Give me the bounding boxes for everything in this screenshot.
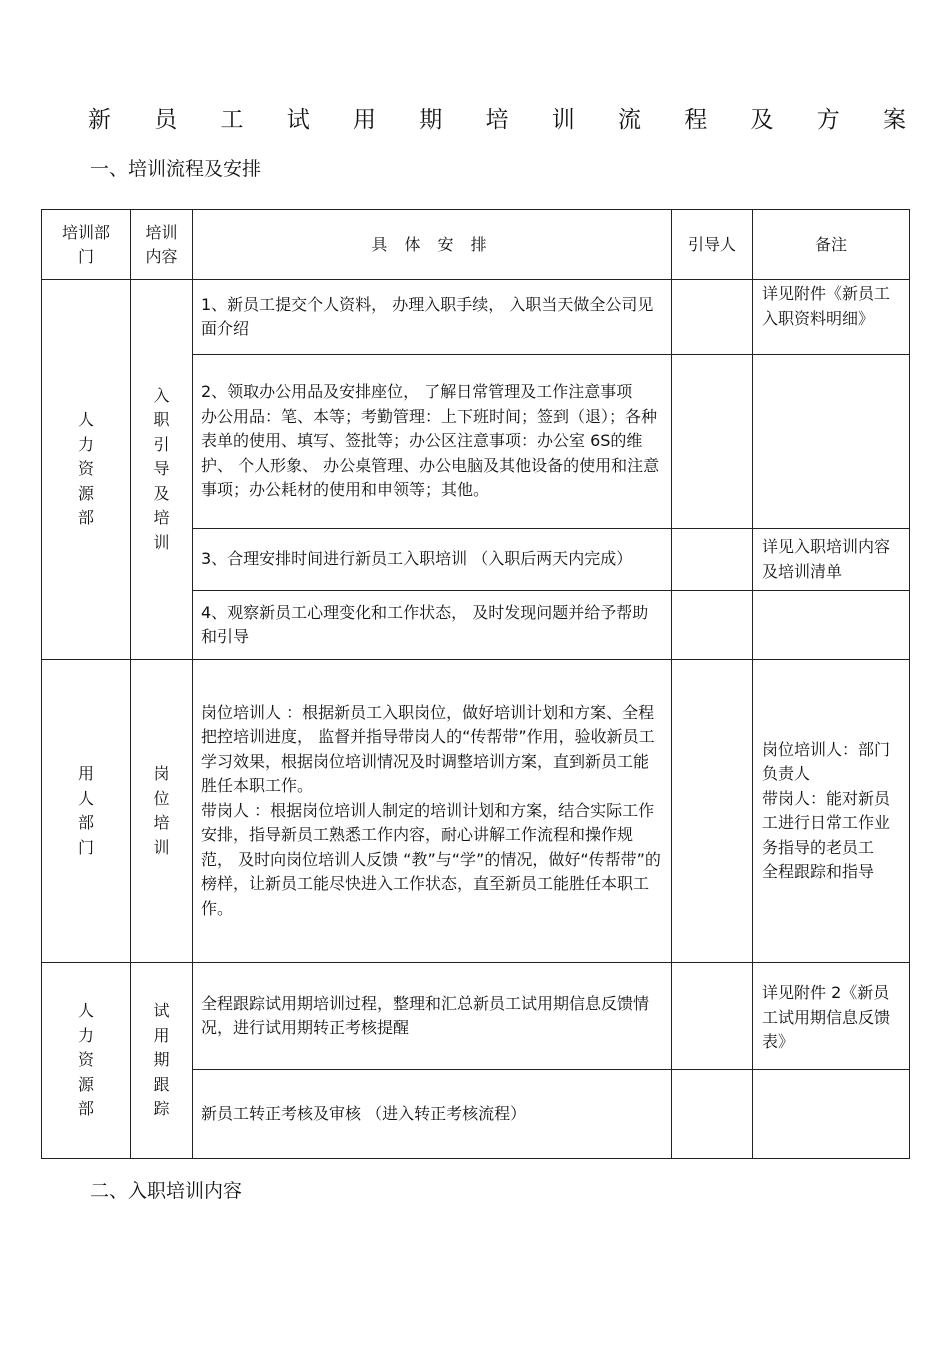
remark-cell: 详见附件《新员工入职资料明细》 <box>753 280 910 355</box>
title-char: 员 <box>154 106 178 133</box>
remark-cell: 详见入职培训内容及培训清单 <box>753 529 910 591</box>
title-char: 用 <box>353 106 376 133</box>
header-arrangement: 具 体 安 排 <box>193 210 672 280</box>
training-plan-table <box>41 209 910 1159</box>
section-heading-content: 二、入职培训内容 <box>90 1180 243 1202</box>
title-char: 试 <box>286 106 310 133</box>
content-cell: 入职引导及培训 <box>131 280 193 660</box>
arrangement-cell: 1、新员工提交个人资料， 办理入职手续， 入职当天做全公司见面介绍 <box>193 280 672 355</box>
title-char: 期 <box>419 106 443 133</box>
arrangement-cell: 2、领取办公用品及安排座位， 了解日常管理及工作注意事项 办公用品：笔、本等；考勤管理：上下班时间；签到（退）；各种表单的使用、填写、签批等；办公区注意事项：办公室 6S的维护、 个人形象、 办公桌管理、办公电脑及其他设备的使用和注意事项；办公耗材的使用和申领等；其他。 <box>193 355 672 529</box>
arrangement-cell: 3、合理安排时间进行新员工入职培训 （入职后两天内完成） <box>193 529 672 591</box>
remark-cell <box>753 355 910 529</box>
title-char: 培 <box>485 106 509 133</box>
title-char: 新 <box>88 106 111 133</box>
arrangement-cell: 全程跟踪试用期培训过程，整理和汇总新员工试用期信息反馈情况，进行试用期转正考核提醒 <box>193 963 672 1070</box>
title-char: 训 <box>551 106 575 133</box>
header-dept: 培训部门 <box>42 210 131 280</box>
table-row <box>42 963 910 1070</box>
arrangement-cell: 岗位培训人 ：根据新员工入职岗位，做好培训计划和方案、全程把控培训进度， 监督并指导带岗人的“传帮带”作用，验收新员工学习效果，根据岗位培训情况及时调整培训方案，直到新员工能胜任本职工作。 带岗人 ：根据岗位培训人制定的培训计划和方案，结合实际工作安排，指导新员工熟悉工作内容，耐心讲解工作流程和操作规范， 及时向岗位培训人反馈 “教”与“学”的情况，做好“传帮带”的榜样，让新员工能尽快进入工作状态，直至新员工能胜任本职工作。 <box>193 660 672 963</box>
title-char: 案 <box>883 106 906 133</box>
table-row <box>42 660 910 963</box>
section-heading-process: 一、培训流程及安排 <box>90 158 262 180</box>
guide-cell <box>672 280 753 355</box>
title-char: 工 <box>220 106 244 133</box>
dept-cell: 用人部门 <box>42 660 131 963</box>
table-row <box>42 280 910 355</box>
guide-cell <box>672 529 753 591</box>
guide-cell <box>672 1070 753 1159</box>
title-char: 流 <box>618 106 641 133</box>
remark-cell <box>753 1070 910 1159</box>
table-header-row <box>42 210 910 280</box>
content-cell: 试用期跟踪 <box>131 963 193 1159</box>
guide-cell <box>672 660 753 963</box>
remark-cell: 详见附件 2《新员工试用期信息反馈表》 <box>753 963 910 1070</box>
header-guide: 引导人 <box>672 210 753 280</box>
guide-cell <box>672 591 753 660</box>
guide-cell <box>672 963 753 1070</box>
arrangement-cell: 新员工转正考核及审核 （进入转正考核流程） <box>193 1070 672 1159</box>
header-remark: 备注 <box>753 210 910 280</box>
guide-cell <box>672 355 753 529</box>
arrangement-cell: 4、观察新员工心理变化和工作状态， 及时发现问题并给予帮助和引导 <box>193 591 672 660</box>
remark-cell: 岗位培训人：部门负责人 带岗人：能对新员工进行日常工作业务指导的老员工 全程跟踪和指导 <box>753 660 910 963</box>
page-title <box>88 100 906 134</box>
content-cell: 岗位培训 <box>131 660 193 963</box>
title-char: 及 <box>750 106 774 133</box>
dept-cell: 人力资源部 <box>42 280 131 660</box>
title-char: 方 <box>816 106 840 133</box>
remark-cell <box>753 591 910 660</box>
dept-cell: 人力资源部 <box>42 963 131 1159</box>
header-content: 培训内容 <box>131 210 193 280</box>
title-char: 程 <box>684 106 708 133</box>
